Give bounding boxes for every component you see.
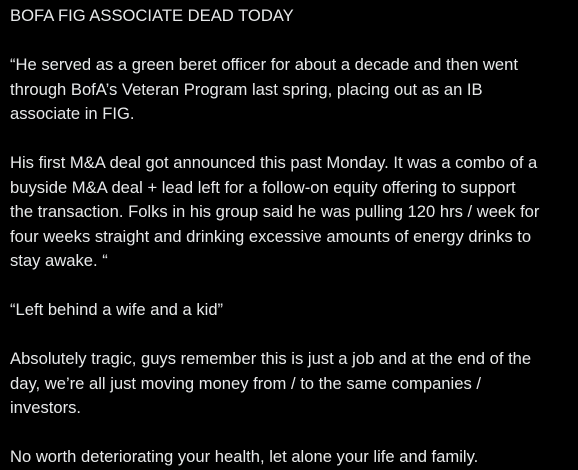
paragraph-line: His first M&A deal got announced this past Monday. It was a combo of a: [10, 153, 538, 172]
paragraph-spacer: [10, 323, 568, 348]
paragraph-line: Absolutely tragic, guys remember this is just a job and at the end of the: [10, 349, 532, 368]
paragraph-4: [10, 347, 568, 421]
paragraph-line: stay awake. “: [10, 251, 108, 270]
paragraph-line: buyside M&A deal + lead left for a follow-on equity offering to support: [10, 177, 516, 197]
paragraph-3: [10, 298, 568, 323]
paragraph-spacer: [10, 274, 568, 299]
paragraph-1: [10, 53, 568, 127]
paragraph-5: [10, 445, 568, 470]
paragraph-line: No worth deteriorating your health, let alone your life and family.: [10, 447, 479, 466]
paragraph-line: the transaction. Folks in his group said he was pulling 120 hrs / week for: [10, 202, 540, 221]
post-title: BOFA FIG ASSOCIATE DEAD TODAY: [10, 6, 294, 25]
paragraph-line: through BofA’s Veteran Program last spring, placing out as an IB: [10, 79, 483, 99]
paragraph-line: investors.: [10, 398, 82, 417]
paragraph-spacer: [10, 29, 568, 54]
paragraph-spacer: [10, 127, 568, 152]
paragraph-line: associate in FIG.: [10, 104, 135, 123]
paragraph-line: day, we’re all just moving money from / to the same companies /: [10, 373, 481, 393]
paragraph-line: “Left behind a wife and a kid”: [10, 300, 224, 319]
paragraph-2: [10, 151, 568, 274]
paragraph-line: “He served as a green beret officer for about a decade and then went: [10, 55, 518, 74]
paragraph-line: four weeks straight and drinking excessive amounts of energy drinks to: [10, 226, 532, 246]
paragraph-spacer: [10, 421, 568, 446]
